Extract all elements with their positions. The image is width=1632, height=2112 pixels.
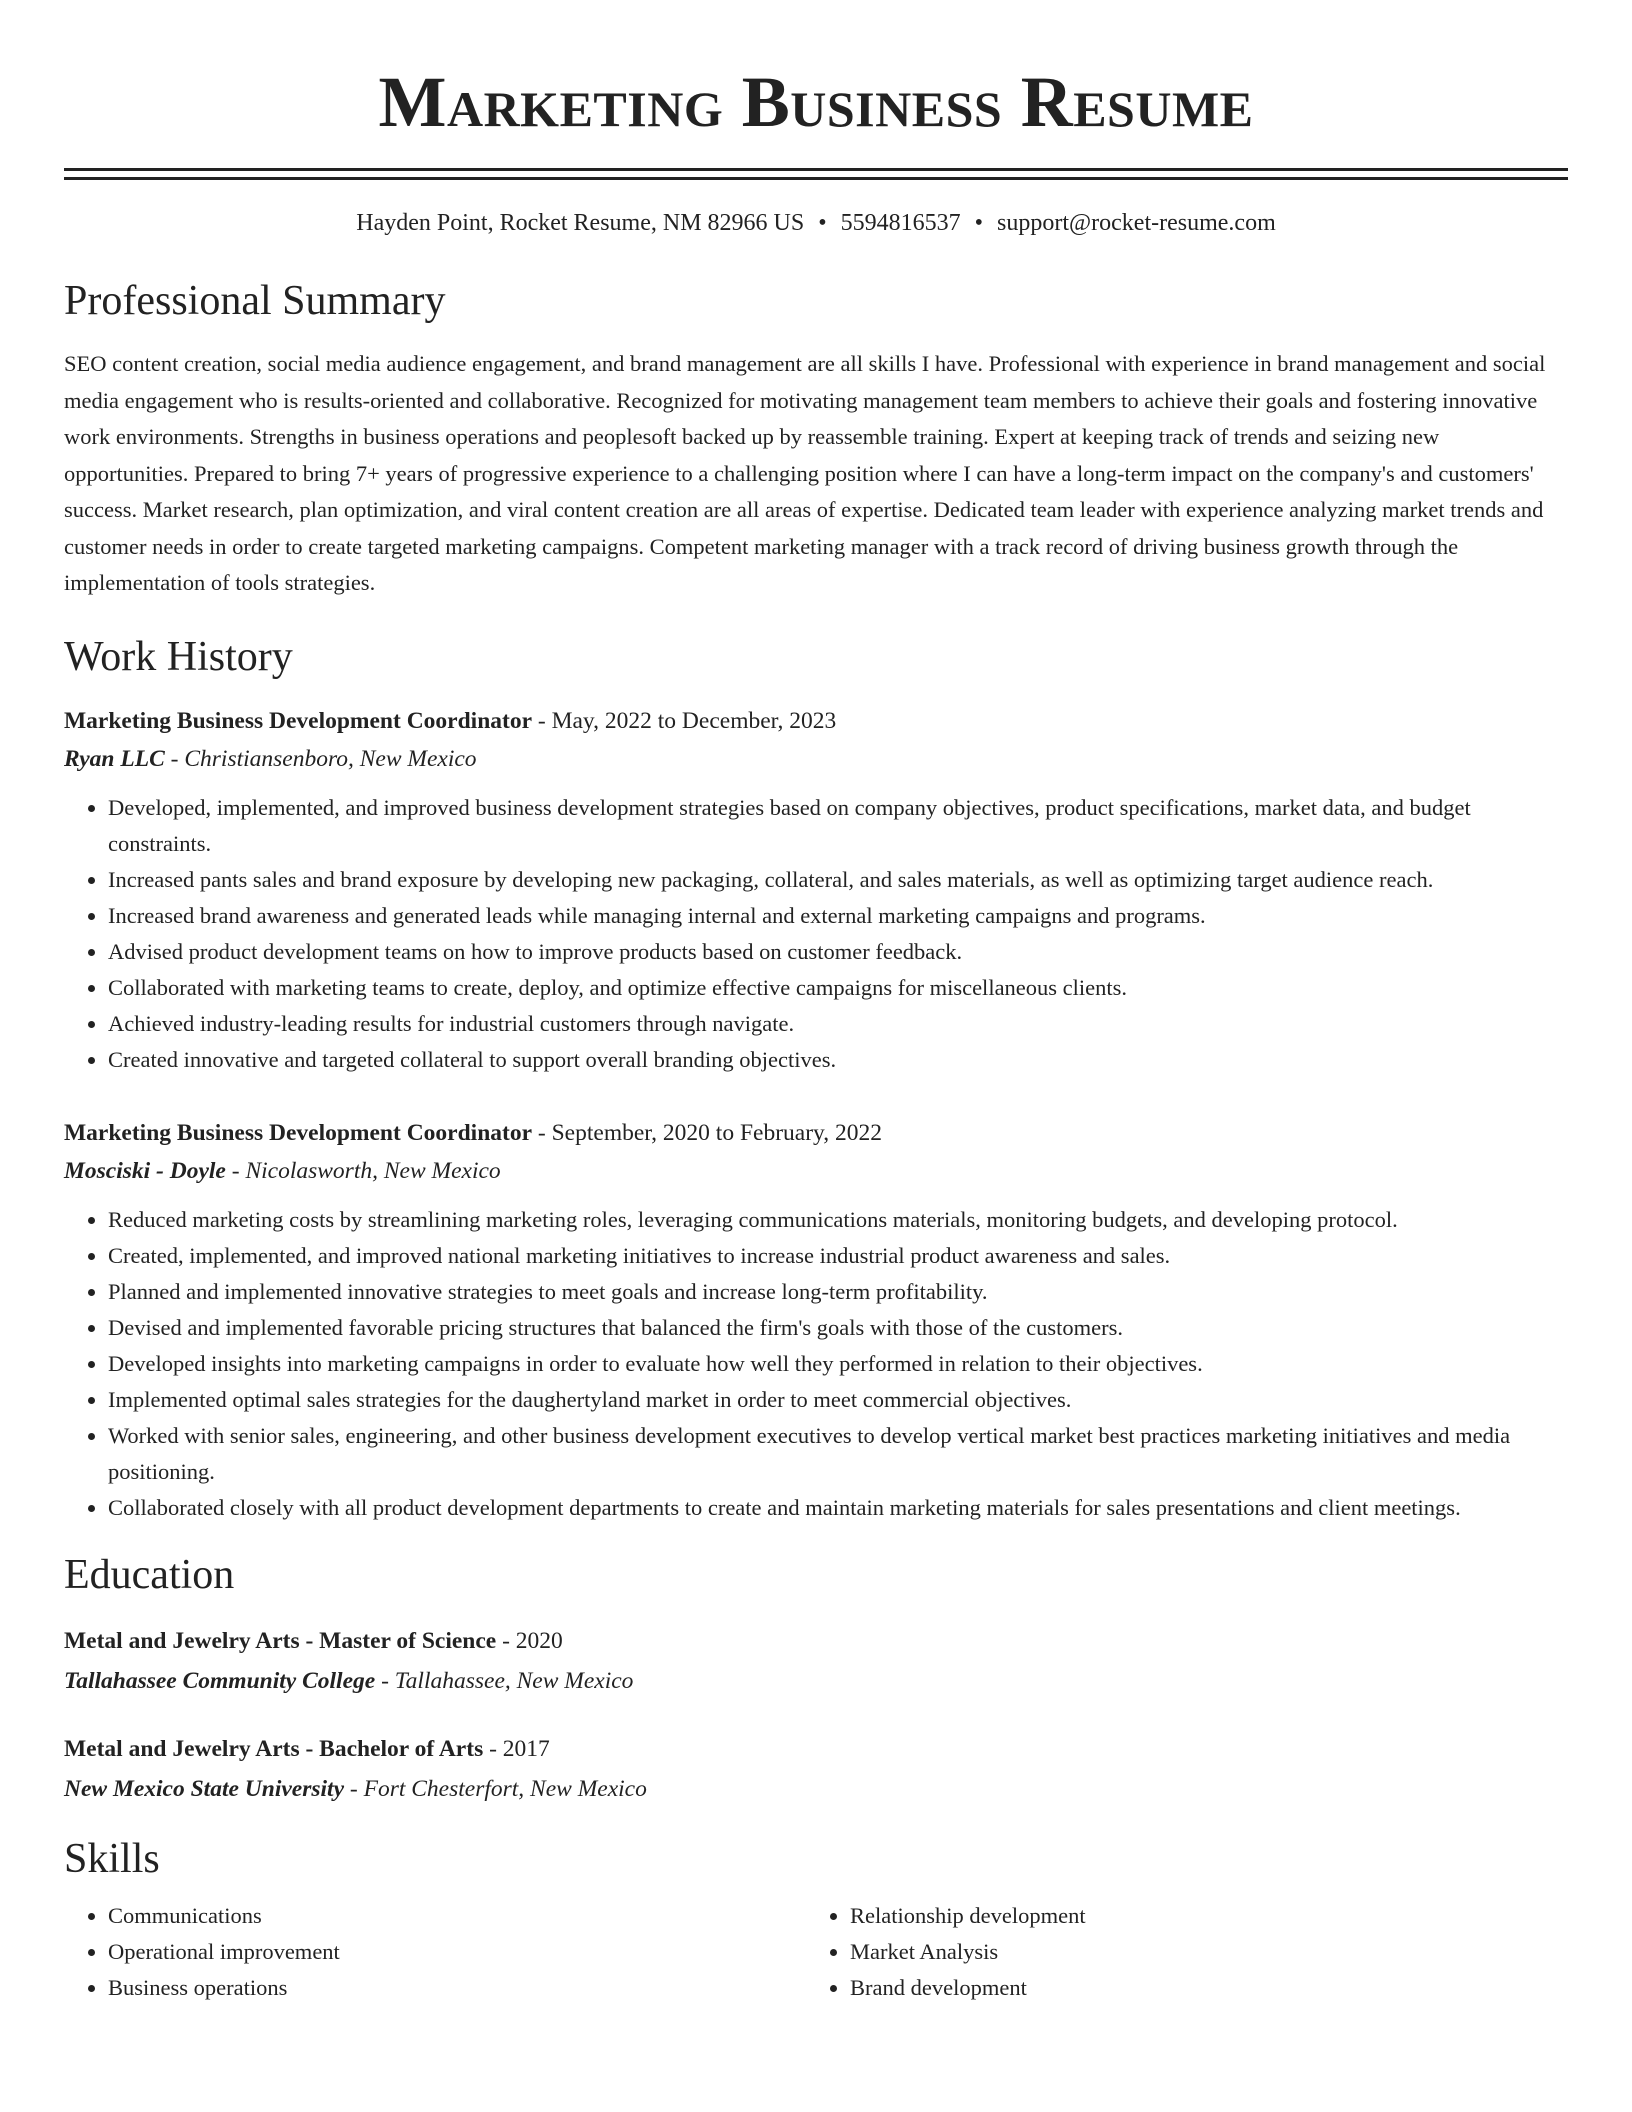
job-company-line xyxy=(64,740,1568,778)
job-title: Marketing Business Development Coordinator xyxy=(64,707,533,734)
skills-heading: Skills xyxy=(64,1835,160,1882)
job-location: - Nicolasworth, New Mexico xyxy=(225,1157,501,1184)
job-bullet: • Increased pants sales and brand exposure by developing new packaging, collateral, and sales materials, as well as optimizing target audience reach. xyxy=(108,862,1568,898)
job-bullet: • Developed insights into marketing campaigns in order to evaluate how well they performed in relation to their objectives. xyxy=(108,1346,1568,1382)
job-bullet: • Advised product development teams on how to improve products based on customer feedback. xyxy=(108,934,1568,970)
skill-item: • Relationship development xyxy=(850,1898,1568,1934)
job-bullets xyxy=(64,790,1568,1078)
job-company: Mosciski - Doyle xyxy=(64,1157,226,1184)
contact-address: Hayden Point, Rocket Resume, NM 82966 US xyxy=(356,210,805,236)
job-bullet: • Implemented optimal sales strategies for the daughertyland market in order to meet commercial objectives. xyxy=(108,1382,1568,1418)
contact-line xyxy=(64,208,1568,238)
job-location: - Christiansenboro, New Mexico xyxy=(164,745,477,772)
contact-separator: • xyxy=(974,210,984,236)
job-bullet: • Developed, implemented, and improved business development strategies based on company objectives, product specifications, market data, and budget constraints. xyxy=(108,790,1568,862)
education-entry xyxy=(64,1730,1568,1808)
job-bullet: • Devised and implemented favorable pricing structures that balanced the firm's goals with those of the customers. xyxy=(108,1310,1568,1346)
job-title: Marketing Business Development Coordinator xyxy=(64,1119,533,1146)
education-entry xyxy=(64,1622,1568,1700)
job-bullet: • Created, implemented, and improved national marketing initiatives to increase industrial product awareness and sales. xyxy=(108,1238,1568,1274)
job-bullet: • Reduced marketing costs by streamlining marketing roles, leveraging communications materials, monitoring budgets, and developing protocol. xyxy=(108,1202,1568,1238)
job-bullet: • Worked with senior sales, engineering, and other business development executives to develop vertical market best practices marketing initiatives and media positioning. xyxy=(108,1418,1568,1490)
degree: Metal and Jewelry Arts - Master of Science xyxy=(64,1627,497,1654)
degree-line xyxy=(64,1730,1568,1768)
job-bullets xyxy=(64,1202,1568,1526)
job-bullet: • Planned and implemented innovative strategies to meet goals and increase long-term profitability. xyxy=(108,1274,1568,1310)
skill-item: • Business operations xyxy=(108,1970,806,2006)
school-line xyxy=(64,1662,1568,1700)
job-title-line xyxy=(64,1114,1568,1152)
job-bullet: • Achieved industry-leading results for industrial customers through navigate. xyxy=(108,1006,1568,1042)
job-bullet: • Collaborated closely with all product development departments to create and maintain marketing materials for sales presentations and client meetings. xyxy=(108,1490,1568,1526)
degree-line xyxy=(64,1622,1568,1660)
skills-left-column xyxy=(64,1898,806,2006)
summary-heading: Professional Summary xyxy=(64,278,446,324)
job-company: Ryan LLC xyxy=(64,745,165,772)
degree-year: - 2017 xyxy=(483,1735,550,1762)
school-location: - Tallahassee, New Mexico xyxy=(375,1667,634,1694)
skill-item: • Market Analysis xyxy=(850,1934,1568,1970)
job-entry xyxy=(64,702,1568,1078)
skills-right-column xyxy=(806,1898,1568,2006)
contact-email: support@rocket-resume.com xyxy=(997,210,1276,236)
skill-item: • Operational improvement xyxy=(108,1934,806,1970)
degree: Metal and Jewelry Arts - Bachelor of Arts xyxy=(64,1735,484,1762)
degree-year: - 2020 xyxy=(496,1627,563,1654)
work-history-heading: Work History xyxy=(64,633,293,680)
job-dates: - September, 2020 to February, 2022 xyxy=(532,1119,882,1146)
school: New Mexico State University xyxy=(64,1775,345,1802)
resume-title: Marketing Business Resume xyxy=(378,62,1254,142)
contact-separator: • xyxy=(818,210,827,236)
skills-columns xyxy=(64,1898,1568,2006)
job-title-line xyxy=(64,702,1568,740)
school: Tallahassee Community College xyxy=(64,1667,376,1694)
school-line xyxy=(64,1770,1568,1808)
skill-item: • Brand development xyxy=(850,1970,1568,2006)
job-entry xyxy=(64,1114,1568,1526)
job-bullet: • Collaborated with marketing teams to create, deploy, and optimize effective campaigns for miscellaneous clients. xyxy=(108,970,1568,1006)
school-location: - Fort Chesterfort, New Mexico xyxy=(344,1775,647,1802)
job-bullet: • Increased brand awareness and generated leads while managing internal and external marketing campaigns and programs. xyxy=(108,898,1568,934)
job-dates: - May, 2022 to December, 2023 xyxy=(532,707,837,734)
job-company-line xyxy=(64,1152,1568,1190)
contact-phone: 5594816537 xyxy=(840,210,961,236)
job-bullet: • Created innovative and targeted collateral to support overall branding objectives. xyxy=(108,1042,1568,1078)
title-double-rule xyxy=(64,168,1568,180)
summary-text: SEO content creation, social media audience engagement, and brand management are all skills I have. Professional with experience in brand management and social media engagement who is results-oriented and collaborative. Recognized for motivating management team members to achieve their goals and fostering innovative work environments. Strengths in business operations and peoplesoft backed up by reassemble training. Expert at keeping track of trends and seizing new opportunities. Prepared to bring 7+ years of progressive experience to a challenging position where I can have a long-term impact on the company's and customers' success. Market research, plan optimization, and viral content creation are all areas of expertise. Dedicated team leader with experience analyzing market trends and customer needs in order to create targeted marketing campaigns. Competent marketing manager with a track record of driving business growth through the implementation of tools strategies. xyxy=(64,351,1546,595)
skill-item: • Communications xyxy=(108,1898,806,1934)
education-heading: Education xyxy=(64,1551,235,1598)
